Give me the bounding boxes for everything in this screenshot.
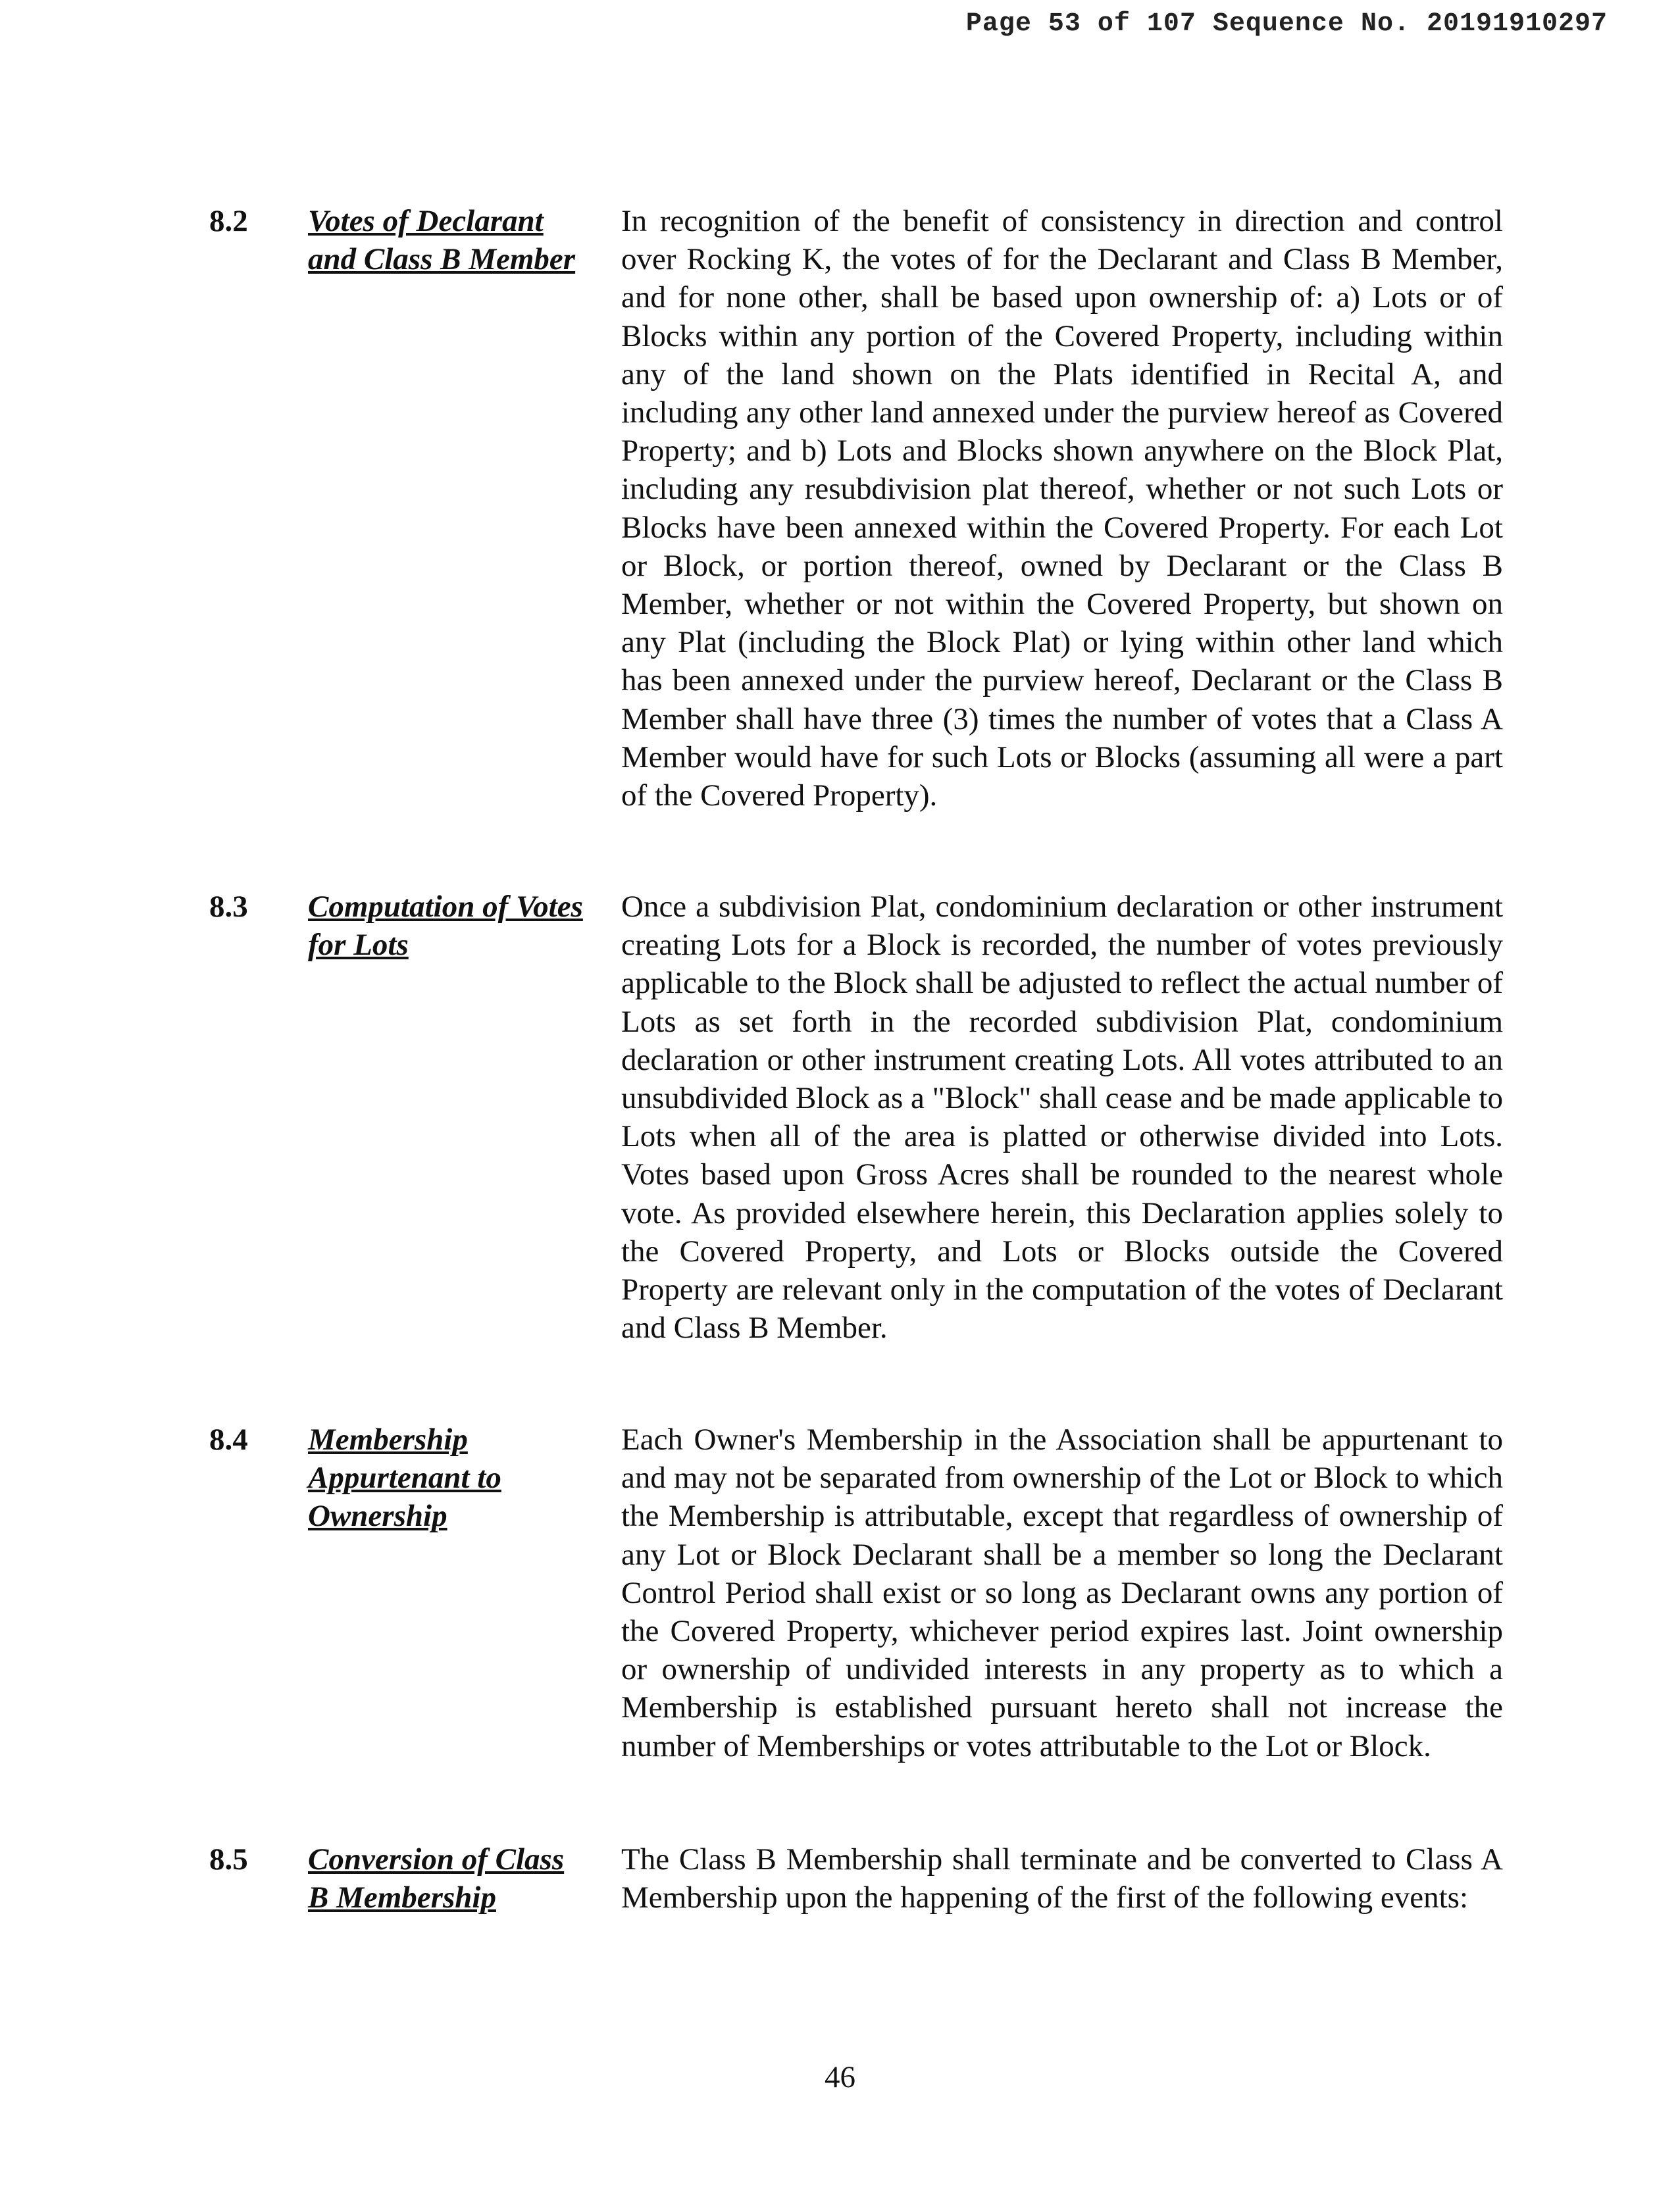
section-number: 8.3 bbox=[209, 890, 248, 924]
section-title: Conversion of Class B Membership bbox=[308, 1842, 565, 1915]
section-title: Membership Appurtenant to Ownership bbox=[308, 1423, 501, 1533]
section-number: 8.5 bbox=[209, 1842, 248, 1877]
section-title: Votes of Declarant and Class B Member bbox=[308, 204, 576, 276]
section-number: 8.4 bbox=[209, 1423, 248, 1457]
page-header: Page 53 of 107 Sequence No. 20191910297 bbox=[965, 9, 1608, 39]
section-body: In recognition of the benefit of consistency in direction and control over Rocking K, the votes of for the Declarant and Class B Member, and for none other, shall be based upon ownership of: a) Lots or of Blocks within any portion of the Covered Property, including within any of the land shown on the Plats identified in Recital A, and including any other land annexed under the purview hereof as Covered Property; and b) Lots and Blocks shown anywhere on the Block Plat, including any resubdivision plat thereof, whether or not such Lots or Blocks have been annexed within the Covered Property. For each Lot or Block, or portion thereof, owned by Declarant or the Class B Member, whether or not within the Covered Property, but shown on any Plat (including the Block Plat) or lying within other land which has been annexed under the purview hereof, Declarant or the Class B Member shall have three (3) times the number of votes that a Class A Member would have for such Lots or Blocks (assuming all were a part of the Covered Property). bbox=[621, 204, 1503, 813]
section-body: The Class B Membership shall terminate and be converted to Class A Membership upon the happening of the first of the following events: bbox=[621, 1842, 1503, 1915]
section-title: Computation of Votes for Lots bbox=[308, 890, 583, 962]
section-number: 8.2 bbox=[209, 204, 248, 238]
page-number: 46 bbox=[825, 2060, 855, 2094]
section-body: Once a subdivision Plat, condominium declaration or other instrument creating Lots for a Block is recorded, the number of votes previously applicable to the Block shall be adjusted to reflect the actual number of Lots as set forth in the recorded subdivision Plat, condominium declaration or other instrument creating Lots. All votes attributed to an unsubdivided Block as a "Block" shall cease and be made applicable to Lots when all of the area is platted or otherwise divided into Lots. Votes based upon Gross Acres shall be rounded to the nearest whole vote. As provided elsewhere herein, this Declaration applies solely to the Covered Property, and Lots or Blocks outside the Covered Property are relevant only in the computation of the votes of Declarant and Class B Member. bbox=[621, 890, 1503, 1346]
section-body: Each Owner's Membership in the Association shall be appurtenant to and may not be separated from ownership of the Lot or Block to which the Membership is attributable, except that regardless of ownership of any Lot or Block Declarant shall be a member so long the Declarant Control Period shall exist or so long as Declarant owns any portion of the Covered Property, whichever period expires last. Joint ownership or ownership of undivided interests in any property as to which a Membership is established pursuant hereto shall not increase the number of Memberships or votes attributable to the Lot or Block. bbox=[621, 1423, 1503, 1763]
